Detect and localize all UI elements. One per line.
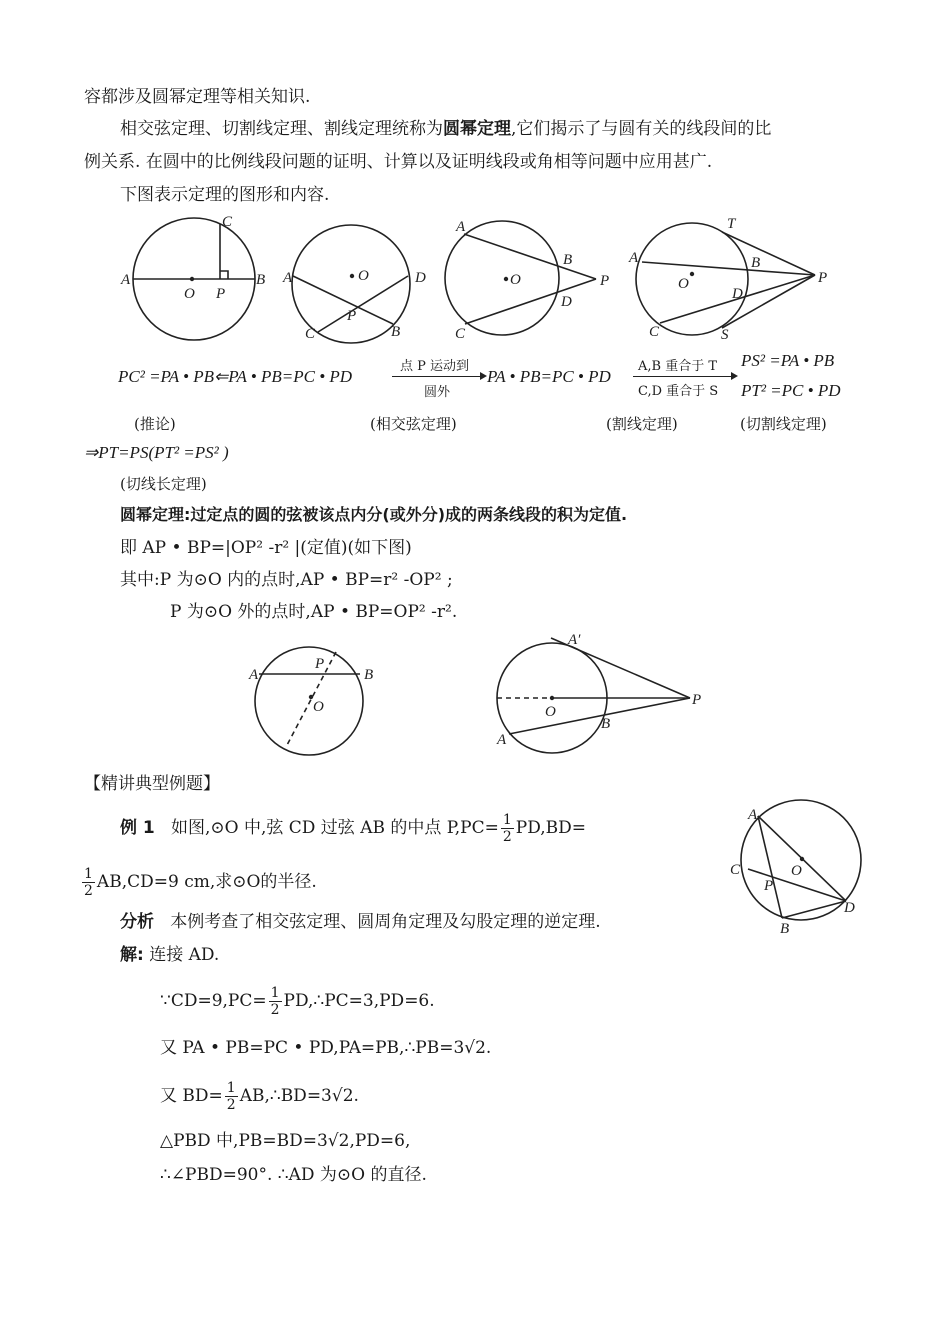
power-figures bbox=[0, 626, 950, 766]
ps-equation: PS² =PA • PB bbox=[741, 351, 835, 370]
label-o: O bbox=[313, 699, 324, 715]
outside-case: P 为⊙O 外的点时,AP • BP=OP² -r². bbox=[170, 602, 458, 622]
term-circle-power: 圆幂定理 bbox=[443, 119, 511, 139]
caption-secant: (割线定理) bbox=[606, 415, 678, 433]
label-d: D bbox=[415, 270, 426, 286]
label-s: S bbox=[721, 327, 729, 343]
caption-tangent-secant: (切割线定理) bbox=[740, 415, 827, 433]
power-formula: 即 AP • BP=|OP² -r² |(定值)(如下图) bbox=[120, 538, 412, 558]
label-a-prime: A′ bbox=[568, 632, 581, 648]
theorem-figures bbox=[0, 212, 950, 352]
center-dot bbox=[190, 277, 194, 281]
text-line-1: 容都涉及圆幂定理等相关知识. bbox=[84, 87, 311, 107]
text-seg: 相交弦定理、切割线定理、割线定理统称为 bbox=[120, 119, 443, 139]
example-figure bbox=[724, 795, 874, 940]
fraction bbox=[82, 866, 95, 899]
text-seg: AB,∴BD=3√2. bbox=[239, 1086, 359, 1106]
label-a: A bbox=[456, 219, 466, 235]
pt-equation: PT² =PC • PD bbox=[741, 381, 841, 400]
label-d: D bbox=[732, 286, 743, 302]
label-p: P bbox=[600, 273, 610, 289]
formula-chain-b: PA • PB=PC • PD bbox=[487, 367, 611, 386]
label-d: D bbox=[844, 900, 855, 916]
section-title: 【精讲典型例题】 bbox=[84, 774, 220, 794]
label-p: P bbox=[818, 270, 828, 286]
center-dot bbox=[504, 277, 508, 281]
text-seg: PD,∴PC=3,PD=6. bbox=[283, 991, 435, 1011]
caption-corollary: (推论) bbox=[134, 415, 176, 433]
theorem-statement: 圆幂定理:过定点的圆的弦被该点内分(或外分)成的两条线段的积为定值. bbox=[120, 505, 628, 524]
label-c: C bbox=[649, 324, 660, 340]
solution-text: 连接 AD. bbox=[149, 945, 220, 965]
text-seg: PD,BD= bbox=[515, 818, 587, 838]
example-line-2 bbox=[80, 866, 317, 899]
arrow-head bbox=[480, 372, 487, 380]
solution-label: 解: bbox=[120, 945, 144, 965]
arrow2-head bbox=[731, 372, 738, 380]
center-dot bbox=[550, 696, 554, 700]
frac-num: 1 bbox=[226, 1080, 236, 1096]
step-1 bbox=[160, 985, 435, 1018]
inside-case: 其中:P 为⊙O 内的点时,AP • BP=r² -OP² ; bbox=[120, 570, 453, 590]
label-b: B bbox=[601, 716, 611, 732]
label-p: P bbox=[347, 308, 357, 324]
label-a: A bbox=[629, 250, 639, 266]
label-p: P bbox=[216, 286, 226, 302]
label-b: B bbox=[364, 667, 374, 683]
label-b: B bbox=[780, 921, 790, 937]
tangent-length-formula: ⇒PT=PS(PT² =PS² ) bbox=[84, 443, 229, 462]
label-o: O bbox=[545, 704, 556, 720]
arrow-line bbox=[392, 376, 484, 377]
circle-inside bbox=[255, 647, 363, 755]
label-d: D bbox=[561, 294, 572, 310]
center-dot bbox=[690, 272, 694, 276]
arrow2-label-bottom: C,D 重合于 S bbox=[638, 384, 719, 399]
label-c: C bbox=[455, 326, 466, 342]
analysis-text: 本例考查了相交弦定理、圆周角定理及勾股定理的逆定理. bbox=[170, 912, 601, 932]
label-b: B bbox=[256, 272, 266, 288]
frac-den: 2 bbox=[226, 1097, 236, 1113]
secant-ab bbox=[464, 234, 596, 279]
label-a: A bbox=[121, 272, 131, 288]
example-line-1 bbox=[120, 812, 586, 845]
text-seg: AB,CD=9 cm,求⊙O的半径. bbox=[96, 872, 317, 892]
frac-num: 1 bbox=[270, 985, 280, 1001]
analysis-label: 分析 bbox=[120, 912, 154, 932]
label-p: P bbox=[315, 656, 325, 672]
right-angle-mark bbox=[220, 271, 228, 279]
frac-num: 1 bbox=[502, 812, 512, 828]
text-seg: 如图,⊙O 中,弦 CD 过弦 AB 的中点 P,PC= bbox=[170, 818, 499, 838]
step-5: ∴∠PBD=90°. ∴AD 为⊙O 的直径. bbox=[160, 1165, 427, 1185]
text-seg: ∵CD=9,PC= bbox=[160, 991, 267, 1011]
circle-fig4 bbox=[636, 223, 748, 335]
label-a: A bbox=[748, 807, 758, 823]
label-o: O bbox=[184, 286, 195, 302]
text-line-3: 例关系. 在圆中的比例线段问题的证明、计算以及证明线段或角相等问题中应用甚广. bbox=[84, 152, 713, 172]
frac-den: 2 bbox=[270, 1002, 280, 1018]
arrow-label-bottom: 圆外 bbox=[424, 385, 451, 400]
chord-ab-example bbox=[758, 816, 782, 918]
label-c: C bbox=[730, 862, 741, 878]
text-seg: 又 BD= bbox=[160, 1086, 223, 1106]
label-o: O bbox=[510, 272, 521, 288]
label-c: C bbox=[222, 214, 233, 230]
center-dot bbox=[800, 857, 804, 861]
line-bd bbox=[782, 901, 846, 918]
label-a: A bbox=[283, 270, 293, 286]
label-a: A bbox=[497, 732, 507, 748]
center-dot bbox=[350, 274, 354, 278]
diameter-dashed bbox=[286, 652, 336, 747]
arrow2-label-top: A,B 重合于 T bbox=[638, 359, 718, 374]
caption-tangent-length: (切线长定理) bbox=[120, 475, 207, 493]
solution-line bbox=[120, 944, 219, 966]
label-c: C bbox=[305, 326, 316, 342]
arrow-label-top: 点 P 运动到 bbox=[400, 359, 470, 374]
label-t: T bbox=[727, 216, 736, 232]
step-2: 又 PA • PB=PC • PD,PA=PB,∴PB=3√2. bbox=[160, 1038, 492, 1058]
frac-den: 2 bbox=[502, 829, 512, 845]
label-o: O bbox=[791, 863, 802, 879]
text-seg: ,它们揭示了与圆有关的线段间的比 bbox=[511, 119, 772, 139]
caption-intersecting-chords: (相交弦定理) bbox=[370, 415, 457, 433]
secant-ap-outside bbox=[509, 698, 690, 734]
fraction bbox=[269, 985, 282, 1018]
label-b: B bbox=[563, 252, 573, 268]
text-line-4: 下图表示定理的图形和内容. bbox=[120, 185, 330, 205]
label-o: O bbox=[678, 276, 689, 292]
arrow2-line bbox=[633, 376, 734, 377]
step-3 bbox=[160, 1080, 359, 1113]
analysis-line bbox=[120, 911, 601, 933]
formula-chain-a: PC² =PA • PB⇐PA • PB=PC • PD bbox=[118, 367, 353, 386]
step-4: △PBD 中,PB=BD=3√2,PD=6, bbox=[160, 1131, 411, 1151]
label-o: O bbox=[358, 268, 369, 284]
fraction bbox=[501, 812, 514, 845]
label-p: P bbox=[692, 692, 702, 708]
fraction bbox=[225, 1080, 238, 1113]
label-b: B bbox=[391, 324, 401, 340]
label-a: A bbox=[249, 667, 259, 683]
circle-fig3 bbox=[445, 221, 559, 335]
text-line-2 bbox=[120, 118, 771, 140]
frac-num: 1 bbox=[84, 866, 93, 882]
frac-den: 2 bbox=[84, 883, 93, 899]
secant-cd bbox=[465, 279, 596, 324]
example-label: 例 1 bbox=[120, 818, 155, 838]
label-p: P bbox=[764, 878, 774, 894]
label-b: B bbox=[751, 255, 761, 271]
secant-ap bbox=[642, 262, 815, 275]
